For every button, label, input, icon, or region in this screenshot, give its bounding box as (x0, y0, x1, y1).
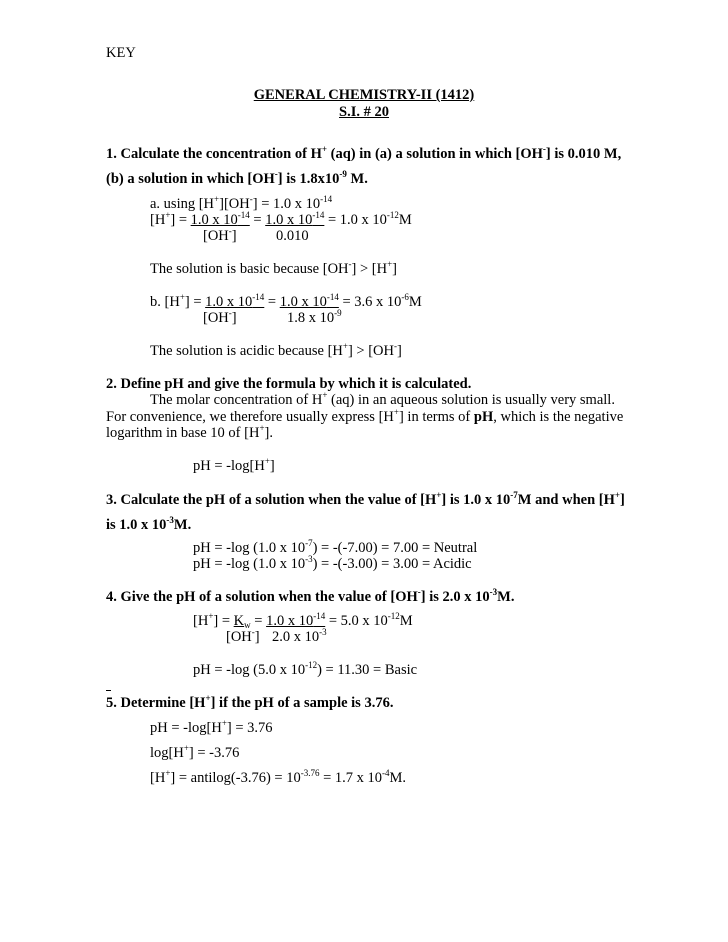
answer-4-result: pH = -log (5.0 x $10^{-12}) = 11.30$ = Basic (193, 660, 418, 678)
answer-1a-denominator-1: [OH-] (203, 226, 237, 244)
question-1-line-1: 1. Calculate the concentration of H+ (aq) in (a) a solution in which [OH-] is 0.010 M, (106, 144, 622, 162)
key-label: KEY (106, 45, 136, 61)
question-4-heading: 4. Give the pH of a solution when the value of [OH-] is 2.0 x $10^{-3}M$. (106, 587, 515, 605)
stray-mark (106, 690, 111, 691)
answer-1b-denominator-1: [OH-] (203, 308, 237, 326)
answer-1a-denominator-2: 0.010 (276, 228, 309, 244)
answer-1b-denominator-2: 1.8 x $10^{-9}$ (287, 308, 342, 326)
page-subtitle: S.I. # 20 (339, 104, 389, 120)
answer-4-line-1: $[H^+] = K_w = 1.0$ x $10^{-14} = 5.0$ x $10^{-12}M$ (193, 611, 413, 630)
answer-1b-conclusion: The solution is acidic because [H+] > [OH-] (150, 341, 402, 359)
answer-5-line-1: pH = -log[H+] = 3.76 (150, 718, 273, 736)
answer-3-line-2: pH = -log (1.0 x $10^{-3}) = -(-3.00) = 3.00$ = Acidic (193, 554, 472, 572)
page-title: GENERAL CHEMISTRY-II (1412) (253, 87, 475, 103)
question-2-heading: 2. Define pH and give the formula by which it is calculated. (106, 376, 472, 392)
answer-1a-line-2: [H+] = 1.0 x $10^{-14} = 1.0$ x $10^{-14} = 1.0$ x $10^{-12}M$ (150, 210, 412, 228)
answer-1a-line-1: a. using [H+][OH-] = 1.0 x $10^{-14}$ (150, 194, 333, 212)
answer-2-line-2: For convenience, we therefore usually express [H+] in terms of pH, which is the negative (106, 407, 624, 425)
answer-2-line-1: The molar concentration of H+ (aq) in an aqueous solution is usually very small. (150, 390, 615, 408)
answer-5-line-3: [H+] = antilog(-3.76) = $10^{-3.76} = 1.7$ x $10^{-4}M$. (150, 768, 407, 786)
question-3-line-2: is 1.0 x $10^{-3}M$. (106, 515, 192, 533)
answer-5-line-2: log[H+] = -3.76 (150, 743, 240, 761)
question-3-line-1: 3. Calculate the pH of a solution when the value of [H+] is 1.0 x $10^{-7}M$ and when [H+] (106, 490, 625, 508)
ph-formula: pH = -log[H+] (193, 456, 275, 474)
answer-1a-conclusion: The solution is basic because [OH-] > [H+] (150, 259, 398, 277)
answer-1b-line-1: b. [H+] = 1.0 x $10^{-14} = 1.0$ x $10^{-14} = 3.6$ x $10^{-6}M$ (150, 292, 422, 310)
answer-2-line-3: logarithm in base 10 of [H+]. (106, 423, 273, 441)
answer-4-denominator-2: 2.0 x $10^{-3}$ (272, 627, 327, 645)
question-5-heading: 5. Determine [H+] if the pH of a sample is 3.76. (106, 693, 394, 711)
answer-4-denominator-1: [OH-] (226, 627, 260, 645)
answer-3-line-1: pH = -log (1.0 x $10^{-7}) = -(-7.00) = 7.00$ = Neutral (193, 538, 478, 556)
question-1-line-2: (b) a solution in which [OH-] is $1.8x10^{-9}$ M. (106, 169, 368, 187)
